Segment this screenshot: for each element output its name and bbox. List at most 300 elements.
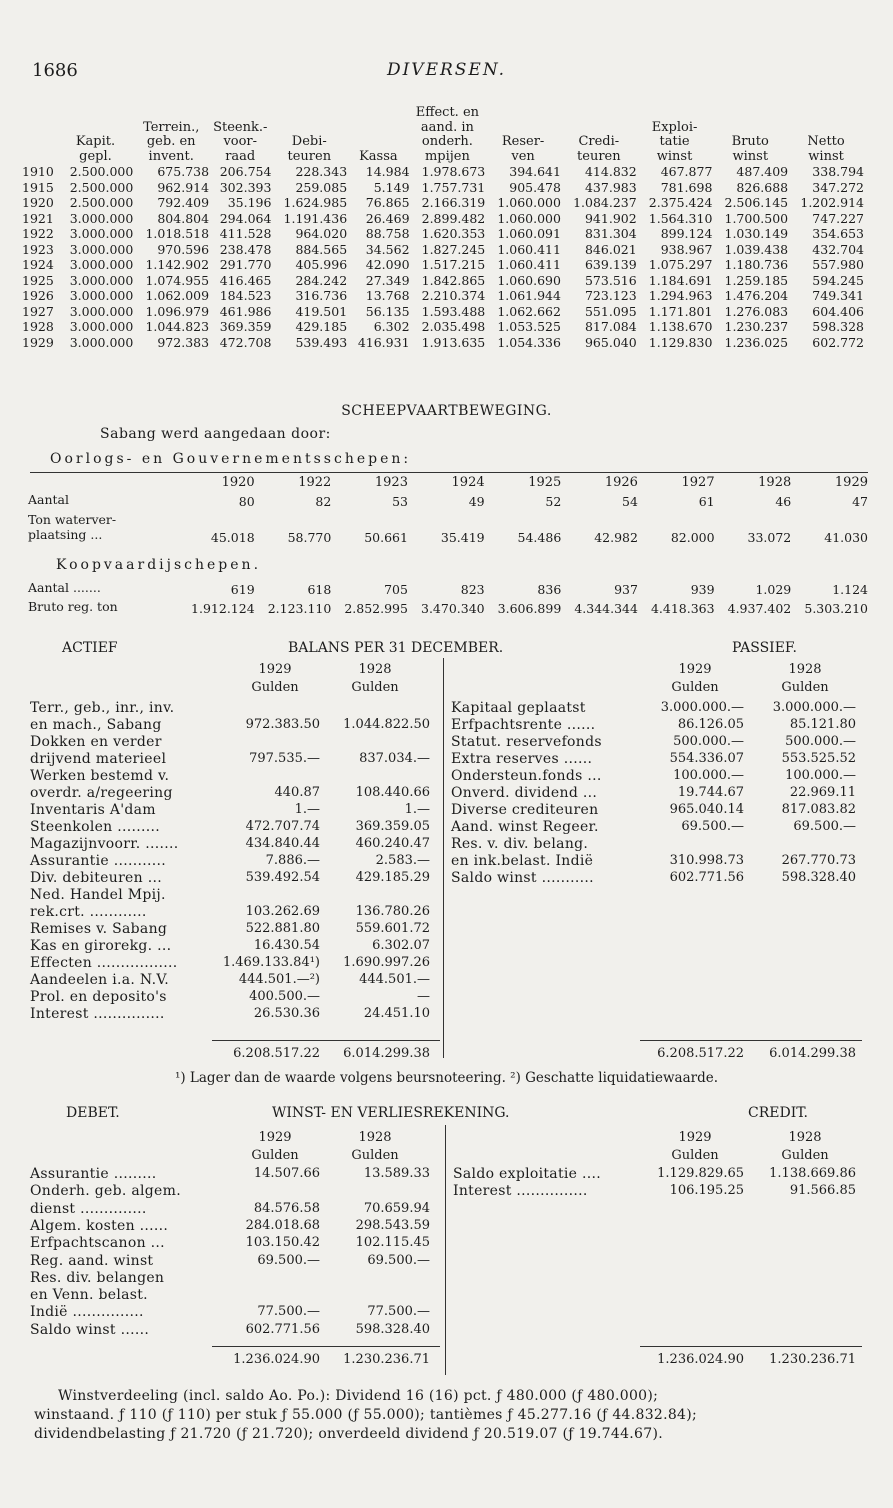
liability-label: Erfpachtsrente ...... <box>451 717 596 733</box>
summary-row <box>22 304 864 320</box>
summary-cell: 2.375.424 <box>648 195 713 211</box>
asset-label: rek.crt. ............ <box>30 904 147 920</box>
debit-value-2: 69.500.— <box>367 1252 430 1268</box>
shipping-value: 33.072 <box>747 530 792 545</box>
summary-cell: 1.184.691 <box>648 272 713 288</box>
shipping-value: 82 <box>315 494 332 509</box>
summary-row <box>22 164 864 180</box>
asset-value-2: 136.780.26 <box>355 904 430 919</box>
summary-cell: 369.359 <box>219 319 272 335</box>
shipping-value: 50.661 <box>364 530 408 545</box>
summary-cell: 1.564.310 <box>648 210 713 226</box>
shipping-value: 52 <box>545 494 562 509</box>
debit-value-2: 70.659.94 <box>363 1200 430 1216</box>
summary-header-line <box>271 121 347 136</box>
summary-cell: 1.842.865 <box>421 272 486 288</box>
asset-value-1: 434.840.44 <box>245 836 320 851</box>
summary-row <box>22 319 864 335</box>
summary-cell: 846.021 <box>584 241 637 257</box>
liability-value-1: 500.000.— <box>673 734 744 749</box>
shipping-year: 1927 <box>681 475 715 490</box>
warships-title: Oorlogs- en Gouvernementsschepen: <box>50 451 412 467</box>
summary-cell: 1.700.500 <box>724 210 789 226</box>
liability-value-2: 22.969.11 <box>789 785 856 800</box>
pl-left-unit1: Gulden <box>251 1148 299 1163</box>
summary-year: 1924 <box>22 257 54 273</box>
summary-year: 1927 <box>22 303 54 319</box>
shipping-value: 1.124 <box>832 582 868 597</box>
debit-value-2: 13.589.33 <box>363 1166 430 1181</box>
summary-cell: 1.593.488 <box>421 303 486 319</box>
summary-cell: 1.084.237 <box>573 195 637 211</box>
summary-cell: 1.180.736 <box>724 257 789 273</box>
asset-value-1: 103.262.69 <box>245 904 320 919</box>
shipping-value: 47 <box>852 494 868 509</box>
summary-cell: 432.704 <box>812 241 864 257</box>
liability-value-1: 310.998.73 <box>669 853 744 868</box>
summary-cell: 2.500.000 <box>69 164 134 180</box>
summary-header-terrein <box>133 106 209 164</box>
summary-cell: 3.000.000 <box>69 303 134 319</box>
summary-header-line: Terrein., <box>143 119 200 135</box>
summary-header-line <box>133 106 209 121</box>
summary-cell: 2.166.319 <box>421 195 486 211</box>
debit-value-2: 77.500.— <box>367 1304 430 1320</box>
shipping-value: 1.912.124 <box>191 601 255 616</box>
summary-year: 1923 <box>22 241 54 257</box>
pl-left-unit2: Gulden <box>351 1148 399 1163</box>
balance-right-unit2: Gulden <box>781 680 829 695</box>
debit-value-2: 598.328.40 <box>355 1321 430 1337</box>
asset-label: Terr., geb., inr., inv. <box>30 700 175 716</box>
debit-value-1: 103.150.42 <box>245 1235 320 1251</box>
summary-header-line: Netto <box>807 134 845 149</box>
asset-value-2: 108.440.66 <box>355 785 430 800</box>
shipping-value: 54.486 <box>517 530 562 545</box>
debit-label: Onderh. geb. algem. <box>30 1183 181 1200</box>
summary-header-line <box>712 106 788 121</box>
summary-cell: 1.044.823 <box>145 319 210 335</box>
summary-cell: 1.039.438 <box>724 241 789 257</box>
asset-value-1: 16.430.54 <box>253 938 320 953</box>
summary-cell: 1.060.091 <box>497 226 561 242</box>
pl-right-year2: 1928 <box>788 1130 822 1145</box>
summary-header-line <box>58 106 134 121</box>
summary-cell: 1.030.149 <box>724 226 789 242</box>
shipping-label-line: Ton waterver- <box>28 512 117 527</box>
summary-year: 1929 <box>22 334 54 350</box>
shipping-value: 3.470.340 <box>421 601 485 616</box>
pl-left-year1: 1929 <box>258 1130 292 1145</box>
summary-year: 1920 <box>22 195 54 211</box>
summary-cell: 557.980 <box>812 257 864 273</box>
summary-cell: 899.124 <box>660 226 713 242</box>
debit-label: Indië ............... <box>30 1304 144 1321</box>
shipping-year: 1922 <box>298 475 332 490</box>
asset-value-2: 429.185.29 <box>355 870 430 885</box>
balance-title: BALANS PER 31 DECEMBER. <box>288 640 504 656</box>
credit-value-1: 1.129.829.65 <box>657 1166 744 1181</box>
summary-table <box>22 106 864 350</box>
debit-value-1: 284.018.68 <box>245 1217 320 1233</box>
summary-cell: 964.020 <box>295 226 348 242</box>
summary-cell: 316.736 <box>295 288 348 304</box>
summary-header-line: winst <box>808 148 844 164</box>
shipping-row-label <box>28 578 178 597</box>
summary-header-line <box>22 150 58 165</box>
debit-label: Assurantie ......... <box>30 1166 157 1182</box>
summary-cell: 1.061.944 <box>497 288 561 304</box>
summary-cell: 938.967 <box>660 241 713 257</box>
shipping-rule <box>30 472 868 473</box>
summary-header-line <box>209 106 271 121</box>
debit-label: Algem. kosten ...... <box>30 1217 169 1234</box>
shipping-row <box>28 597 868 616</box>
distribution-line-2: winstaand. ƒ 110 (ƒ 110) per stuk ƒ 55.000 (ƒ 55.000); tantièmes ƒ 45.277.16 (ƒ 44.832.84); <box>34 1407 698 1423</box>
shipping-value: 619 <box>230 582 255 597</box>
summary-table-body <box>22 164 864 350</box>
shipping-value: 4.344.344 <box>574 601 638 616</box>
asset-value-2: 837.034.— <box>359 751 430 766</box>
shipping-row-label <box>28 509 178 545</box>
summary-cell: 804.804 <box>157 210 210 226</box>
summary-header-line <box>637 106 713 121</box>
summary-header-line: Bruto <box>731 134 769 149</box>
summary-cell: 747.227 <box>812 210 864 226</box>
shipping-row <box>28 490 868 509</box>
summary-cell: 675.738 <box>157 164 210 180</box>
summary-header-line <box>347 135 409 150</box>
summary-cell: 1.236.025 <box>724 334 789 350</box>
credit-value-1: 106.195.25 <box>669 1183 744 1199</box>
pl-total-left-1: 1.236.024.90 <box>233 1352 320 1367</box>
shipping-value: 937 <box>614 582 638 597</box>
asset-value-1: 1.— <box>294 802 320 817</box>
pl-left-total-rule <box>212 1346 440 1347</box>
summary-header-line <box>712 121 788 136</box>
balance-total-right-2: 6.014.299.38 <box>769 1046 856 1061</box>
asset-value-2: — <box>417 989 430 1004</box>
asset-value-1: 400.500.— <box>249 989 320 1004</box>
debit-value-1: 84.576.58 <box>253 1200 320 1216</box>
summary-cell: 3.000.000 <box>69 319 134 335</box>
shipping-value: 49 <box>468 494 485 509</box>
liability-value-2: 85.121.80 <box>789 717 856 732</box>
asset-value-2: 24.451.10 <box>363 1006 430 1021</box>
summary-cell: 539.493 <box>295 334 348 350</box>
summary-header-line: invent. <box>148 148 194 164</box>
summary-cell: 551.095 <box>584 303 637 319</box>
summary-year: 1925 <box>22 272 54 288</box>
summary-cell: 294.064 <box>219 210 272 226</box>
distribution-line-3: dividendbelasting ƒ 21.720 (ƒ 21.720); onverdeeld dividend ƒ 20.519.07 (ƒ 19.744.67). <box>34 1426 663 1442</box>
balance-left-unit2: Gulden <box>351 680 399 695</box>
shipping-value: 80 <box>238 494 255 509</box>
summary-year: 1921 <box>22 210 54 226</box>
asset-value-1: 472.707.74 <box>245 819 320 834</box>
credit-value-2: 91.566.85 <box>789 1183 856 1199</box>
shipping-row-label <box>28 597 178 616</box>
shipping-value: 53 <box>392 494 408 509</box>
shipping-title: SCHEEPVAARTBEWEGING. <box>341 403 552 419</box>
shipping-label-line: plaatsing ... <box>28 527 103 542</box>
asset-value-2: 1.690.997.26 <box>343 955 430 970</box>
summary-cell: 284.242 <box>295 272 348 288</box>
summary-cell: 970.596 <box>157 241 210 257</box>
liability-value-2: 500.000.— <box>785 734 856 749</box>
asset-value-2: 444.501.— <box>359 972 430 987</box>
summary-header-line <box>561 121 637 136</box>
summary-header-line <box>347 106 409 121</box>
summary-cell: 1.171.801 <box>648 303 713 319</box>
summary-year: 1922 <box>22 226 54 242</box>
asset-value-2: 369.359.05 <box>355 819 430 834</box>
debit-value-1: 69.500.— <box>257 1252 320 1268</box>
debit-value-2: 102.115.45 <box>355 1235 430 1251</box>
summary-header-line <box>485 121 561 136</box>
pl-right-heading: CREDIT. <box>748 1105 808 1121</box>
liability-value-2: 100.000.— <box>785 768 856 783</box>
debit-label: Saldo winst ...... <box>30 1321 150 1338</box>
summary-cell: 831.304 <box>584 226 637 242</box>
shipping-year: 1929 <box>834 475 868 490</box>
summary-header-steenk <box>209 106 271 164</box>
summary-cell: 347.272 <box>812 179 864 195</box>
summary-cell: 1.202.914 <box>800 195 864 211</box>
summary-header-debi <box>271 106 347 164</box>
merchant-title: Koopvaardijschepen. <box>56 557 262 573</box>
credit-label: Interest ............... <box>453 1183 588 1200</box>
shipping-row <box>28 578 868 597</box>
asset-label: Prol. en deposito's <box>30 989 167 1005</box>
shipping-value: 42.982 <box>594 530 638 545</box>
liability-label: Aand. winst Regeer. <box>451 819 599 835</box>
summary-cell: 1.476.204 <box>724 288 789 304</box>
summary-cell: 1.913.635 <box>421 334 486 350</box>
shipping-value: 54 <box>622 494 638 509</box>
asset-label: drijvend materieel <box>30 751 167 767</box>
summary-cell: 1.062.662 <box>497 303 561 319</box>
summary-cell: 394.641 <box>509 164 561 180</box>
summary-cell: 2.035.498 <box>421 319 486 335</box>
summary-cell: 1.276.083 <box>724 303 789 319</box>
summary-cell: 1.757.731 <box>421 179 486 195</box>
summary-cell: 291.770 <box>219 257 272 273</box>
asset-value-2: 559.601.72 <box>355 921 430 936</box>
summary-cell: 3.000.000 <box>69 334 134 350</box>
summary-row <box>22 180 864 196</box>
liability-value-2: 3.000.000.— <box>772 700 856 715</box>
liability-label: Ondersteun.fonds ... <box>451 768 602 784</box>
shipping-value: 4.937.402 <box>727 601 792 616</box>
shipping-value: 618 <box>307 582 332 597</box>
summary-cell: 487.409 <box>736 164 789 180</box>
debit-label: dienst .............. <box>30 1200 147 1217</box>
summary-cell: 1.978.673 <box>421 164 486 180</box>
summary-cell: 962.914 <box>157 179 210 195</box>
asset-value-1: 1.469.133.84¹) <box>222 955 320 970</box>
summary-cell: 602.772 <box>812 334 864 350</box>
shipping-intro: Sabang werd aangedaan door: <box>100 426 331 442</box>
summary-header-line <box>22 121 58 136</box>
credit-value-2: 1.138.669.86 <box>769 1166 856 1181</box>
summary-cell: 972.383 <box>157 334 210 350</box>
summary-header-effect <box>410 106 486 164</box>
summary-header-line <box>22 106 58 121</box>
summary-year: 1915 <box>22 179 54 195</box>
summary-cell: 206.754 <box>219 164 272 180</box>
asset-value-1: 972.383.50 <box>245 717 320 732</box>
balance-divider <box>443 658 444 1058</box>
asset-value-1: 26.530.36 <box>253 1006 320 1021</box>
summary-header-line: onderh. <box>421 134 473 149</box>
balance-left-unit1: Gulden <box>251 680 299 695</box>
pl-divider <box>445 1125 446 1375</box>
pl-right-year1: 1929 <box>678 1130 712 1145</box>
distribution-line-1: Winstverdeeling (incl. saldo Ao. Po.): Dividend 16 (16) pct. ƒ 480.000 (ƒ 480.000); <box>58 1388 659 1404</box>
summary-year: 1928 <box>22 319 54 335</box>
liability-value-1: 602.771.56 <box>669 870 744 885</box>
shipping-year: 1920 <box>221 475 255 490</box>
shipping-value: 705 <box>384 582 408 597</box>
summary-header-exploi <box>637 106 713 164</box>
summary-header-line: teuren <box>287 148 332 164</box>
summary-cell: 2.899.482 <box>421 210 486 226</box>
liability-value-1: 86.126.05 <box>677 717 744 732</box>
summary-cell: 1.060.411 <box>497 257 561 273</box>
summary-header-credi <box>561 106 637 164</box>
summary-cell: 411.528 <box>219 226 272 242</box>
shipping-value: 45.018 <box>210 530 255 545</box>
summary-cell: 414.832 <box>584 164 637 180</box>
summary-row <box>22 288 864 304</box>
asset-value-2: 460.240.47 <box>355 836 430 851</box>
pl-total-right-2: 1.230.236.71 <box>769 1352 856 1367</box>
summary-cell: 2.210.374 <box>421 288 486 304</box>
debit-value-2: 298.543.59 <box>355 1217 430 1233</box>
liability-label: Res. v. div. belang. <box>451 836 589 852</box>
balance-left-total-rule <box>212 1040 440 1041</box>
summary-cell: 1.138.670 <box>648 319 713 335</box>
asset-value-1: 539.492.54 <box>245 870 320 885</box>
summary-cell: 228.343 <box>295 164 348 180</box>
asset-label: en mach., Sabang <box>30 717 162 733</box>
shipping-year: 1924 <box>451 475 485 490</box>
summary-cell: 781.698 <box>660 179 713 195</box>
shipping-value: 939 <box>690 582 715 597</box>
debit-label: Reg. aand. winst <box>30 1252 154 1269</box>
summary-cell: 184.523 <box>219 288 272 304</box>
summary-cell: 594.245 <box>812 272 864 288</box>
summary-year: 1910 <box>22 164 54 180</box>
summary-row <box>22 195 864 211</box>
summary-cell: 749.341 <box>812 288 864 304</box>
summary-cell: 467.877 <box>660 164 713 180</box>
shipping-value: 61 <box>698 494 715 509</box>
summary-cell: 1.259.185 <box>724 272 789 288</box>
summary-cell: 884.565 <box>295 241 348 257</box>
shipping-label-line: Bruto reg. ton <box>28 599 118 614</box>
asset-label: Interest ............... <box>30 1006 165 1022</box>
pl-total-left-2: 1.230.236.71 <box>343 1352 430 1367</box>
asset-label: Dokken en verder <box>30 734 162 750</box>
liability-value-2: 598.328.40 <box>781 870 856 885</box>
summary-cell: 941.902 <box>584 210 637 226</box>
summary-cell: 1.062.009 <box>145 288 210 304</box>
asset-label: Kas en girorekg. ... <box>30 938 172 954</box>
balance-total-left-2: 6.014.299.38 <box>343 1046 430 1061</box>
summary-cell: 56.135 <box>365 303 410 319</box>
liability-label: Kapitaal geplaatst <box>451 700 586 716</box>
summary-cell: 354.653 <box>812 226 864 242</box>
summary-cell: 27.349 <box>365 272 410 288</box>
shipping-label-line: Aantal ....... <box>28 580 101 595</box>
shipping-value: 46 <box>775 494 792 509</box>
running-head: DIVERSEN. <box>386 60 507 80</box>
summary-cell: 13.768 <box>365 288 410 304</box>
summary-header-line: winst <box>656 148 693 164</box>
pl-left-heading: DEBET. <box>66 1105 120 1121</box>
pl-right-total-rule <box>640 1346 862 1347</box>
asset-label: Aandeelen i.a. N.V. <box>30 972 170 988</box>
shipping-value: 2.123.110 <box>267 601 332 616</box>
asset-value-1: 522.881.80 <box>245 921 320 936</box>
debit-value-1: 14.507.66 <box>253 1166 320 1181</box>
summary-cell: 1.018.518 <box>145 226 210 242</box>
liability-value-1: 100.000.— <box>673 768 744 783</box>
asset-value-2: 1.— <box>404 802 430 817</box>
summary-cell: 416.931 <box>357 334 410 350</box>
summary-cell: 1.294.963 <box>648 288 713 304</box>
balance-left-year1: 1929 <box>258 662 292 677</box>
liability-value-1: 554.336.07 <box>669 751 744 766</box>
pl-title: WINST- EN VERLIESREKENING. <box>272 1105 510 1121</box>
liability-label: en ink.belast. Indië <box>451 853 594 869</box>
shipping-year: 1925 <box>528 475 562 490</box>
pl-right-unit2: Gulden <box>781 1148 829 1163</box>
pl-total-right-1: 1.236.024.90 <box>657 1352 744 1367</box>
summary-header-row <box>22 106 864 164</box>
summary-header-line: ven <box>511 148 535 164</box>
summary-header-line: Kassa <box>359 148 398 164</box>
summary-cell: 604.406 <box>812 303 864 319</box>
summary-cell: 1.517.215 <box>421 257 486 273</box>
shipping-value: 41.030 <box>824 530 868 545</box>
shipping-row-label <box>28 490 178 509</box>
summary-cell: 1.075.297 <box>648 257 713 273</box>
shipping-value: 58.770 <box>287 530 332 545</box>
summary-header-line: Exploi- <box>651 119 698 135</box>
asset-label: Inventaris A'dam <box>30 802 156 818</box>
summary-cell: 338.794 <box>812 164 864 180</box>
summary-cell: 1.074.955 <box>145 272 210 288</box>
asset-value-2: 6.302.07 <box>372 938 430 953</box>
summary-cell: 1.054.336 <box>497 334 561 350</box>
summary-cell: 1.191.436 <box>283 210 348 226</box>
asset-label: Ned. Handel Mpij. <box>30 887 166 903</box>
balance-left-heading: ACTIEF <box>62 640 118 656</box>
summary-row <box>22 226 864 242</box>
summary-cell: 6.302 <box>373 319 410 335</box>
summary-year: 1926 <box>22 288 54 304</box>
summary-header-line <box>788 121 864 136</box>
liability-value-1: 69.500.— <box>681 819 744 834</box>
balance-right-year1: 1929 <box>678 662 712 677</box>
summary-row <box>22 242 864 258</box>
shipping-value: 2.852.995 <box>344 601 408 616</box>
summary-cell: 3.000.000 <box>69 288 134 304</box>
asset-value-1: 444.501.—²) <box>238 972 320 987</box>
